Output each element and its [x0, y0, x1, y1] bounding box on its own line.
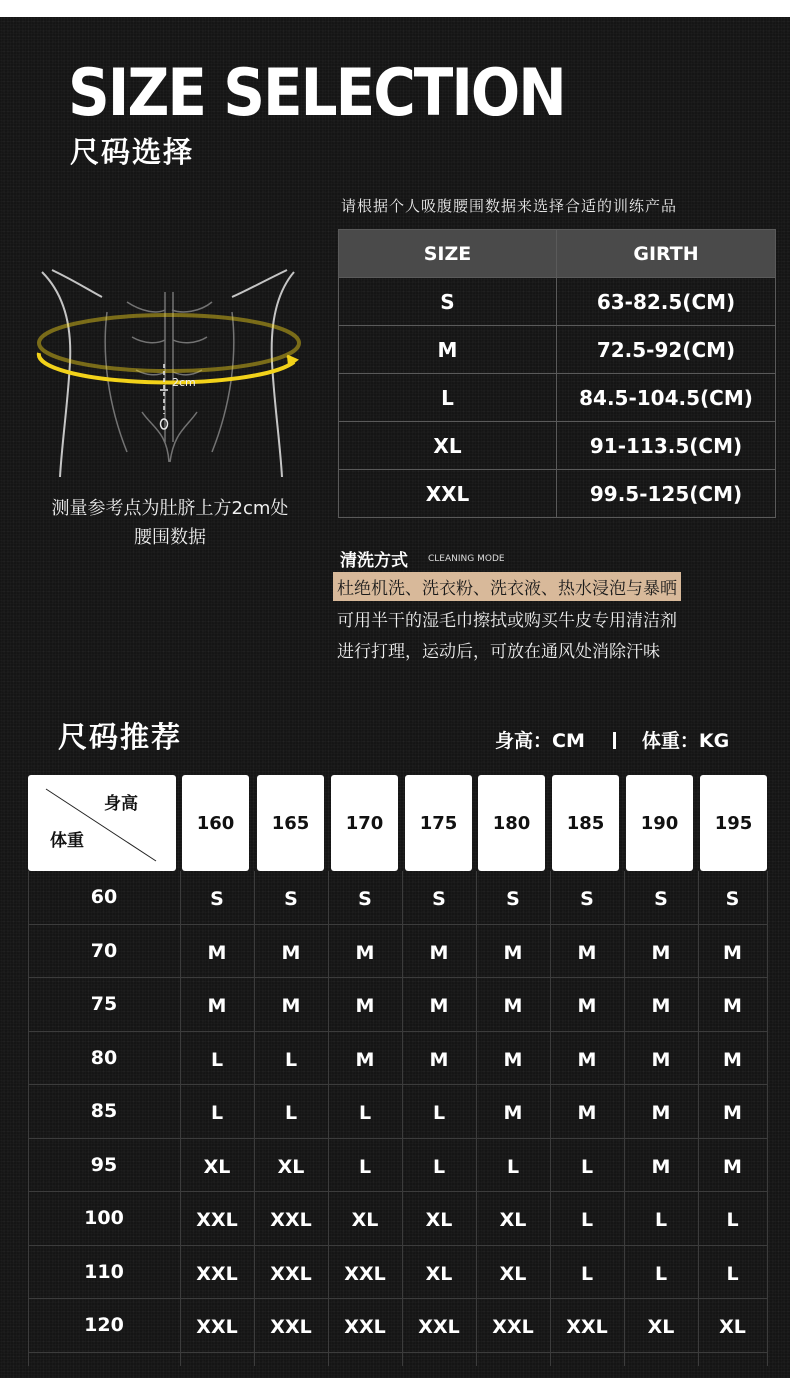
girth-header-girth: GIRTH [557, 230, 776, 278]
size-recommendation-cell: M [503, 995, 523, 1017]
size-recommendation-cell: S [580, 888, 594, 910]
measure-note-line2: 腰围数据 [134, 527, 206, 548]
cleaning-title: 清洗方式 [340, 551, 408, 571]
height-header-175: 175 [405, 775, 472, 871]
size-recommendation-cell: L [580, 1209, 594, 1231]
table-row [339, 278, 776, 326]
size-recommendation-cell: XXL [196, 1209, 238, 1231]
recommendation-title: 尺码推荐 [58, 720, 183, 754]
size-recommendation-cell: XXL [566, 1316, 608, 1338]
size-recommendation-cell: XL [351, 1209, 379, 1231]
size-recommendation-cell: S [654, 888, 668, 910]
size-recommendation-cell: L [506, 1155, 520, 1178]
girth-header-size: SIZE [339, 230, 557, 278]
corner-cell [28, 775, 176, 871]
size-recommendation-cell: XL [203, 1155, 231, 1178]
size-recommendation-cell: XL [499, 1209, 527, 1231]
height-header-195: 195 [700, 775, 767, 871]
size-recommendation-cell: M [207, 995, 227, 1017]
size-recommendation-cell: L [580, 1155, 594, 1178]
size-recommendation-cell: M [207, 941, 227, 964]
weight-label: 85 [90, 1100, 118, 1122]
selection-hint: 请根据个人吸腹腰围数据来选择合适的训练产品 [341, 197, 678, 215]
size-recommendation-cell: XL [647, 1316, 675, 1338]
size-recommendation-cell: M [429, 941, 449, 964]
cleaning-subtitle: CLEANING MODE [428, 554, 505, 564]
height-header-190: 190 [626, 775, 693, 871]
height-header-185: 185 [552, 775, 619, 871]
size-recommendation-cell: M [429, 1048, 449, 1071]
size-recommendation-cell: M [651, 995, 671, 1017]
size-recommendation-cell: M [355, 995, 375, 1017]
size-recommendation-cell: XXL [344, 1316, 386, 1338]
unit-separator [613, 732, 616, 749]
size-recommendation-cell: M [723, 1102, 742, 1124]
cleaning-warning: 杜绝机洗、洗衣粉、洗衣液、热水浸泡与暴晒 [333, 572, 681, 601]
size-recommendation-cell: S [506, 888, 520, 910]
size-recommendation-cell: XXL [270, 1316, 312, 1338]
size-recommendation-cell: M [355, 1048, 375, 1071]
measure-note-line1: 测量参考点为肚脐上方2cm处 [51, 498, 289, 519]
size-recommendation-cell: L [654, 1262, 668, 1285]
size-recommendation-cell: L [358, 1155, 372, 1178]
size-cell: M [339, 326, 557, 374]
size-recommendation-cell: XXL [344, 1262, 386, 1285]
size-recommendation-cell: XL [425, 1262, 453, 1285]
weight-label: 95 [90, 1153, 118, 1176]
size-recommendation-cell: M [577, 995, 597, 1017]
size-recommendation-cell: L [432, 1102, 446, 1124]
cleaning-line1: 可用半干的湿毛巾擦拭或购买牛皮专用清洁剂 [337, 611, 677, 631]
girth-header-row [339, 230, 776, 278]
table-row [339, 326, 776, 374]
girth-cell: 91-113.5(CM) [557, 422, 776, 470]
size-recommendation-cell: XXL [270, 1209, 312, 1231]
size-recommendation-cell: XL [499, 1262, 527, 1285]
height-header-170: 170 [331, 775, 398, 871]
diagonal-line [28, 775, 176, 871]
size-recommendation-cell: XXL [418, 1316, 460, 1338]
girth-cell: 72.5-92(CM) [557, 326, 776, 374]
page-title: SIZE SELECTION [68, 54, 565, 131]
size-recommendation-cell: M [281, 995, 301, 1017]
size-recommendation-cell: M [651, 1102, 671, 1124]
weight-label: 75 [90, 993, 118, 1015]
size-recommendation-cell: XXL [270, 1262, 312, 1285]
size-recommendation-cell: XL [425, 1209, 453, 1231]
girth-cell: 99.5-125(CM) [557, 470, 776, 518]
size-recommendation-cell: S [358, 888, 372, 910]
size-recommendation-cell: L [726, 1262, 739, 1285]
measure-note [20, 494, 320, 552]
size-recommendation-cell: M [651, 941, 671, 964]
size-recommendation-cell: L [284, 1102, 298, 1124]
weight-label: 120 [84, 1314, 124, 1336]
size-recommendation-cell: M [723, 941, 742, 964]
height-header-165: 165 [257, 775, 324, 871]
grid-divider [767, 871, 768, 1366]
girth-cell: 84.5-104.5(CM) [557, 374, 776, 422]
size-recommendation-cell: L [358, 1102, 372, 1124]
page-subtitle: 尺码选择 [70, 135, 195, 169]
size-recommendation-cell: L [432, 1155, 446, 1178]
size-recommendation-cell: M [281, 941, 301, 964]
weight-label: 110 [84, 1260, 124, 1283]
unit-weight: 体重：KG [641, 730, 730, 752]
size-recommendation-cell: L [210, 1102, 224, 1124]
size-recommendation-cell: XXL [196, 1316, 238, 1338]
size-recommendation-cell: M [651, 1155, 671, 1178]
size-cell: XL [339, 422, 557, 470]
size-recommendation-cell: M [503, 1102, 523, 1124]
size-recommendation-cell: M [723, 1048, 742, 1071]
size-recommendation-cell: L [210, 1048, 224, 1071]
size-recommendation-cell: M [723, 995, 742, 1017]
size-recommendation-cell: XL [277, 1155, 305, 1178]
size-recommendation-cell: S [210, 888, 224, 910]
size-recommendation-cell: M [651, 1048, 671, 1071]
size-recommendation-cell: S [432, 888, 446, 910]
table-row [339, 374, 776, 422]
size-cell: XXL [339, 470, 557, 518]
size-recommendation-cell: L [284, 1048, 298, 1071]
marker-label: 2cm [172, 376, 196, 389]
size-recommendation-cell: L [654, 1209, 668, 1231]
height-header-160: 160 [182, 775, 249, 871]
size-recommendation-cell: L [726, 1209, 739, 1231]
size-recommendation-cell: M [355, 941, 375, 964]
size-recommendation-cell: M [503, 1048, 523, 1071]
weight-label: 80 [90, 1046, 118, 1069]
recommendation-units [495, 726, 729, 753]
size-recommendation-cell: M [577, 1102, 597, 1124]
size-recommendation-cell: XXL [196, 1262, 238, 1285]
size-recommendation-cell: M [429, 995, 449, 1017]
weight-label: 100 [84, 1207, 124, 1229]
torso-illustration [32, 252, 307, 477]
size-recommendation-cell: M [577, 941, 597, 964]
unit-height: 身高：CM [495, 730, 585, 752]
height-header-180: 180 [478, 775, 545, 871]
girth-table [338, 229, 776, 518]
table-row [339, 470, 776, 518]
girth-cell: 63-82.5(CM) [557, 278, 776, 326]
size-recommendation-cell: XL [719, 1316, 746, 1338]
size-cell: S [339, 278, 557, 326]
size-recommendation-cell: S [284, 888, 298, 910]
corner-weight-label: 体重 [50, 831, 84, 851]
corner-height-label: 身高 [104, 794, 138, 814]
table-row [339, 422, 776, 470]
size-cell: L [339, 374, 557, 422]
cleaning-line2: 进行打理，运动后，可放在通风处消除汗味 [337, 642, 660, 662]
size-recommendation-cell: XXL [492, 1316, 534, 1338]
size-recommendation-cell: M [723, 1155, 742, 1178]
size-recommendation-cell: S [725, 888, 740, 910]
weight-label: 70 [90, 939, 118, 962]
size-recommendation-cell: L [580, 1262, 594, 1285]
size-recommendation-cell: M [577, 1048, 597, 1071]
size-recommendation-cell: M [503, 941, 523, 964]
weight-label: 60 [90, 886, 118, 908]
